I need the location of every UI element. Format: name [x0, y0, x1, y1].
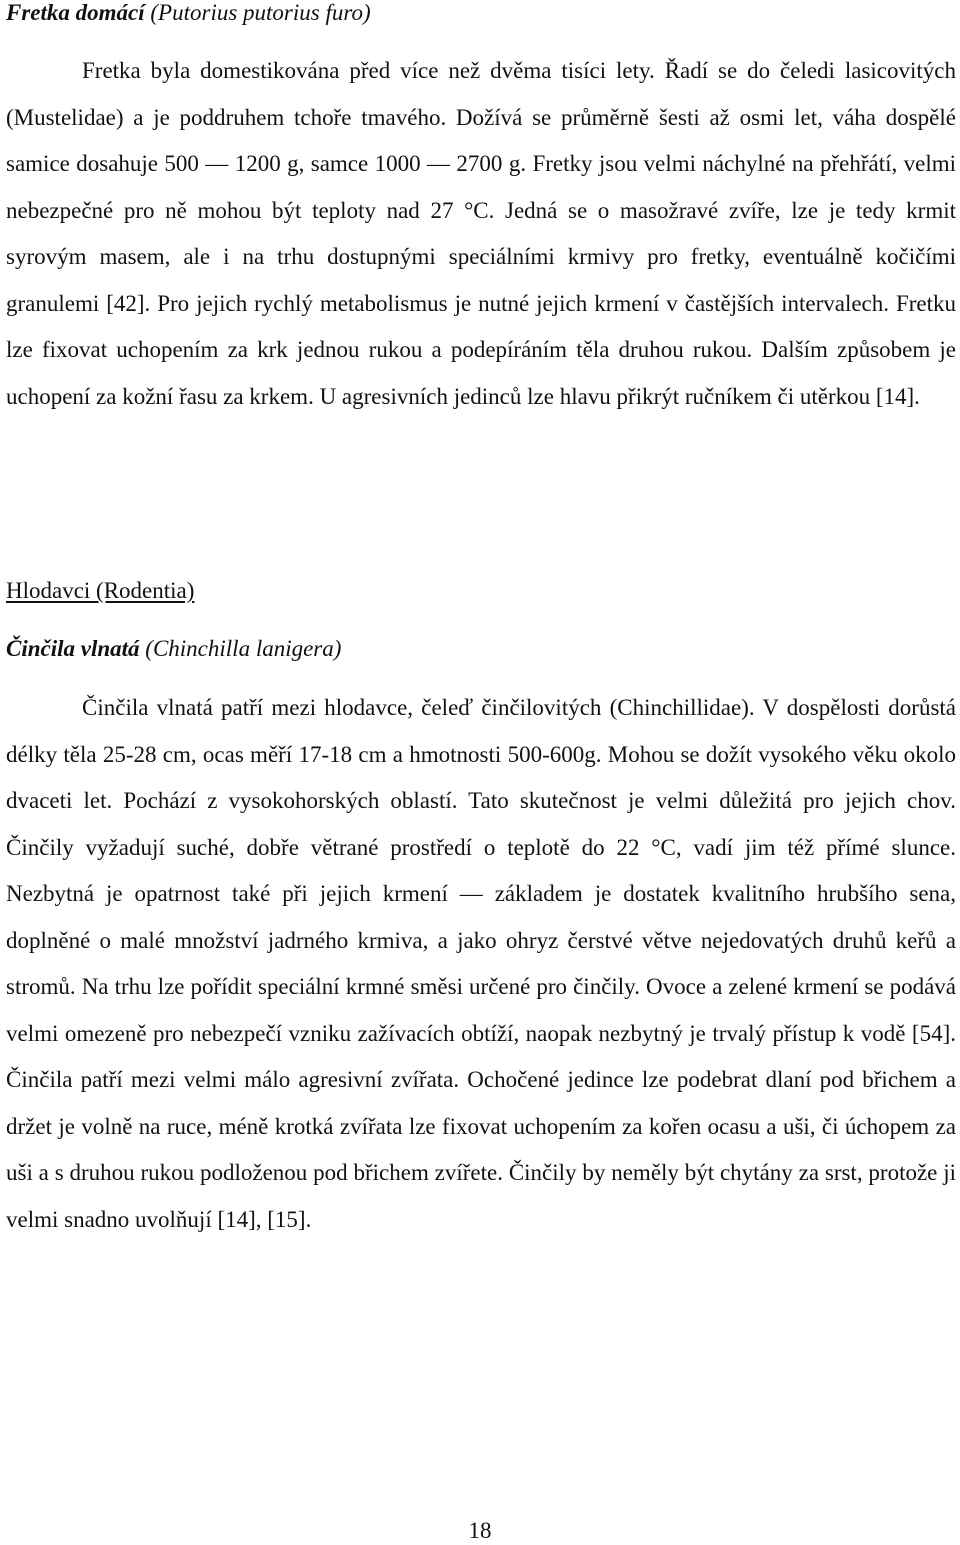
chinchilla-heading-latin: (Chinchilla lanigera) — [145, 636, 342, 661]
ferret-heading-name: Fretka domácí — [6, 0, 145, 25]
ferret-heading — [6, 0, 371, 26]
ferret-heading-latin: (Putorius putorius furo) — [150, 0, 371, 25]
chinchilla-heading — [6, 636, 341, 662]
page-number: 18 — [468, 1518, 492, 1543]
chinchilla-paragraph: Činčila vlnatá patří mezi hlodavce, čeleď činčilovitých (Chinchillidae). V dospělosti dorůstá délky těla 25-28 cm, ocas měří 17-18 cm a hmotnosti 500-600g. Mohou se dožít vysokého věku okolo dvaceti let. Pochází z vysokohorských oblastí. Tato skutečnost je velmi důležitá pro jejich chov. Činčily vyžadují suché, dobře větrané prostředí o teplotě do 22 °C, vadí jim též přímé slunce. Nezbytná je opatrnost také při jejich krmení — základem je dostatek kvalitního hrubšího sena, doplněné o malé množství jadrného krmiva, a jako ohryz čerstvé větve nejedovatých druhů keřů a stromů. Na trhu lze pořídit speciální krmné směsi určené pro činčily. Ovoce a zelené krmení se podává velmi omezeně pro nebezpečí vzniku zažívacích obtíží, naopak nezbytný je trvalý přístup k vodě [54]. Činčila patří mezi velmi málo agresivní zvířata. Ochočené jedince lze podebrat dlaní pod břichem a držet je volně na ruce, méně krotká zvířata lze fixovat uchopením za kořen ocasu a uši, či úchopem za uši a s druhou rukou podloženou pod břichem zvířete. Činčily by neměly být chytány za srst, protože ji velmi snadno uvolňují [14], [15]. — [6, 695, 956, 1232]
rodents-section-title: Hlodavci (Rodentia) — [6, 578, 195, 603]
chinchilla-heading-name: Činčila vlnatá — [6, 636, 140, 661]
ferret-paragraph: Fretka byla domestikována před více než dvěma tisíci lety. Řadí se do čeledi lasicovitých (Mustelidae) a je poddruhem tchoře tmavého. Dožívá se průměrně šesti až osmi let, váha dospělé samice dosahuje 500 — 1200 g, samce 1000 — 2700 g. Fretky jsou velmi náchylné na přehřátí, velmi nebezpečné pro ně mohou být teploty nad 27 °C. Jedná se o masožravé zvíře, lze je tedy krmit syrovým masem, ale i na trhu dostupnými speciálními krmivy pro fretky, eventuálně kočičími granulemi [42]. Pro jejich rychlý metabolismus je nutné jejich krmení v častějších intervalech. Fretku lze fixovat uchopením za krk jednou rukou a podepíráním těla druhou rukou. Dalším způsobem je uchopení za kožní řasu za krkem. U agresivních jedinců lze hlavu přikrýt ručníkem či utěrkou [14]. — [6, 58, 956, 409]
